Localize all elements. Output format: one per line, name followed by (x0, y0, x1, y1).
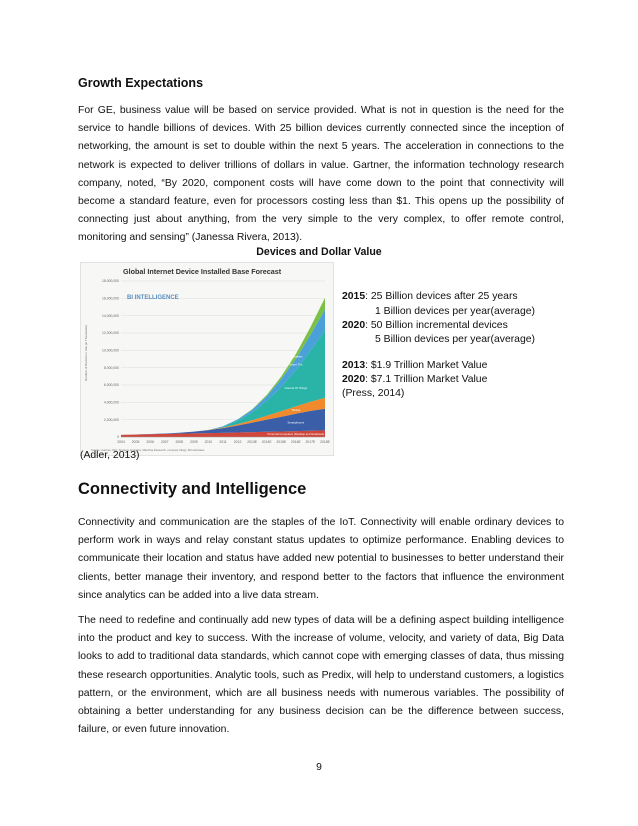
note-2015-text: : 25 Billion devices after 25 years (365, 291, 518, 302)
x-tick-label: 2018E (320, 440, 330, 444)
chart-svg (81, 263, 333, 455)
note-2013-value (342, 359, 487, 374)
y-tick-label: 16,000,000 (102, 296, 119, 301)
y-tick-label: 12,000,000 (102, 331, 119, 336)
note-2020-sub: 5 Billion devices per year(average) (375, 334, 535, 345)
y-tick-label: 0 (117, 435, 119, 440)
x-tick-label: 2015E (276, 440, 287, 444)
note-2020-devices (342, 319, 508, 334)
series-label: Tablets (291, 408, 301, 413)
note-2015-sub: 1 Billion devices per year(average) (375, 306, 535, 317)
x-tick-label: 2012 (233, 440, 242, 444)
x-tick-label: 2009 (190, 440, 198, 444)
x-tick-label: 2006 (146, 440, 154, 444)
series-label: Internet Of Things (284, 386, 308, 391)
chart-title: Global Internet Device Installed Base Forecast (123, 267, 282, 276)
connectivity-paragraph-1: Connectivity and communication are the staples of the IoT. Connectivity will enable ordinary devices to perform work in ways and relay constant status updates to optimize performance. Enabling devices to communicate their location and status have added new potential to businesses to better understand their clients, better manage their inventory, and respond better to the factors that influence the environment since analytics can be added into a live data stream. (78, 517, 564, 601)
x-tick-label: 2010 (204, 440, 213, 444)
note-2020v-text: : $7.1 Trillion Market Value (365, 374, 488, 385)
x-tick-label: 2011 (219, 440, 227, 444)
section-heading-growth: Growth Expectations (78, 76, 204, 90)
note-2013-text: : $1.9 Trillion Market Value (365, 360, 488, 371)
note-2015-year: 2015 (342, 291, 366, 302)
y-tick-label: 4,000,000 (103, 400, 119, 405)
chart-footnote: Source: Gartner, IDC, Strategy Analytics, Machina Research, company filings, BII estimates (91, 448, 205, 452)
y-tick-label: 18,000,000 (102, 279, 119, 284)
chart-watermark: BI INTELLIGENCE (127, 295, 179, 301)
series-label: Wearables (289, 354, 303, 359)
y-tick-label: 14,000,000 (102, 313, 119, 318)
y-tick-label: 8,000,000 (103, 365, 119, 370)
y-tick-label: 10,000,000 (102, 348, 119, 353)
figure-citation: (Adler, 2013) (80, 450, 140, 461)
x-tick-label: 2004 (117, 440, 125, 444)
note-2020v-year: 2020 (342, 374, 366, 385)
note-2020-text: : 50 Billion incremental devices (365, 320, 508, 331)
device-forecast-chart (80, 262, 334, 456)
connectivity-paragraph-2: The need to redefine and continually add new types of data will be a defining aspect building intelligence into the product and key to success. With the increase of volume, velocity, and variety of data, Big Data looks to add to traditional data standards, which cannot cope with emerging classes of data, thus missing these research opportunities. Analytic tools, such as Predix, will help to understand customers, a logistics pattern, or the environment, which are all business needs with numerous variables. The possibility of obtaining a better understanding for any business decision can be the difference between success, failure, or even future innovation. (78, 615, 564, 736)
note-2013-year: 2013 (342, 360, 366, 371)
x-tick-label: 2007 (160, 440, 169, 444)
note-source: (Press, 2014) (342, 388, 405, 399)
page-number: 9 (316, 762, 322, 773)
figure-caption: Devices and Dollar Value (256, 246, 382, 258)
x-tick-label: 2017E (305, 440, 316, 444)
series-label: Smartphones (287, 420, 305, 425)
x-tick-label: 2005 (131, 440, 140, 444)
y-tick-label: 6,000,000 (103, 383, 119, 388)
section-heading-connectivity: Connectivity and Intelligence (78, 480, 307, 498)
x-tick-label: 2008 (175, 440, 184, 444)
y-axis-label: Number of Devices in Use (in Thousands) (84, 325, 88, 381)
series-label: Smart TVs (289, 362, 303, 367)
note-2020-value (342, 373, 487, 388)
series-label: Personal Computers (Desktop and Notebook) (267, 432, 325, 437)
x-tick-label: 2013E (247, 440, 258, 444)
x-tick-label: 2014E (261, 440, 272, 444)
note-2020-year: 2020 (342, 320, 366, 331)
note-2015 (342, 290, 518, 305)
x-tick-label: 2016E (290, 440, 301, 444)
growth-paragraph: For GE, business value will be based on service provided. What is not in question is the need for the service to handle billions of devices. With 25 billion devices currently connected since the inception of networking, the amount is set to double within the next 5 years. The acceleration in connections to the network is expected to deliver trillions of dollars in value. Gartner, the information technology research company, noted, “By 2020, component costs will have come down to the point that connectivity will become a standard feature, even for processors costing less than $1. This opens up the possibility of connecting just about anything, from the very simple to the very complex, to offer remote control, monitoring and sensing” (Janessa Rivera, 2013). (78, 105, 564, 244)
y-tick-label: 2,000,000 (103, 417, 119, 422)
